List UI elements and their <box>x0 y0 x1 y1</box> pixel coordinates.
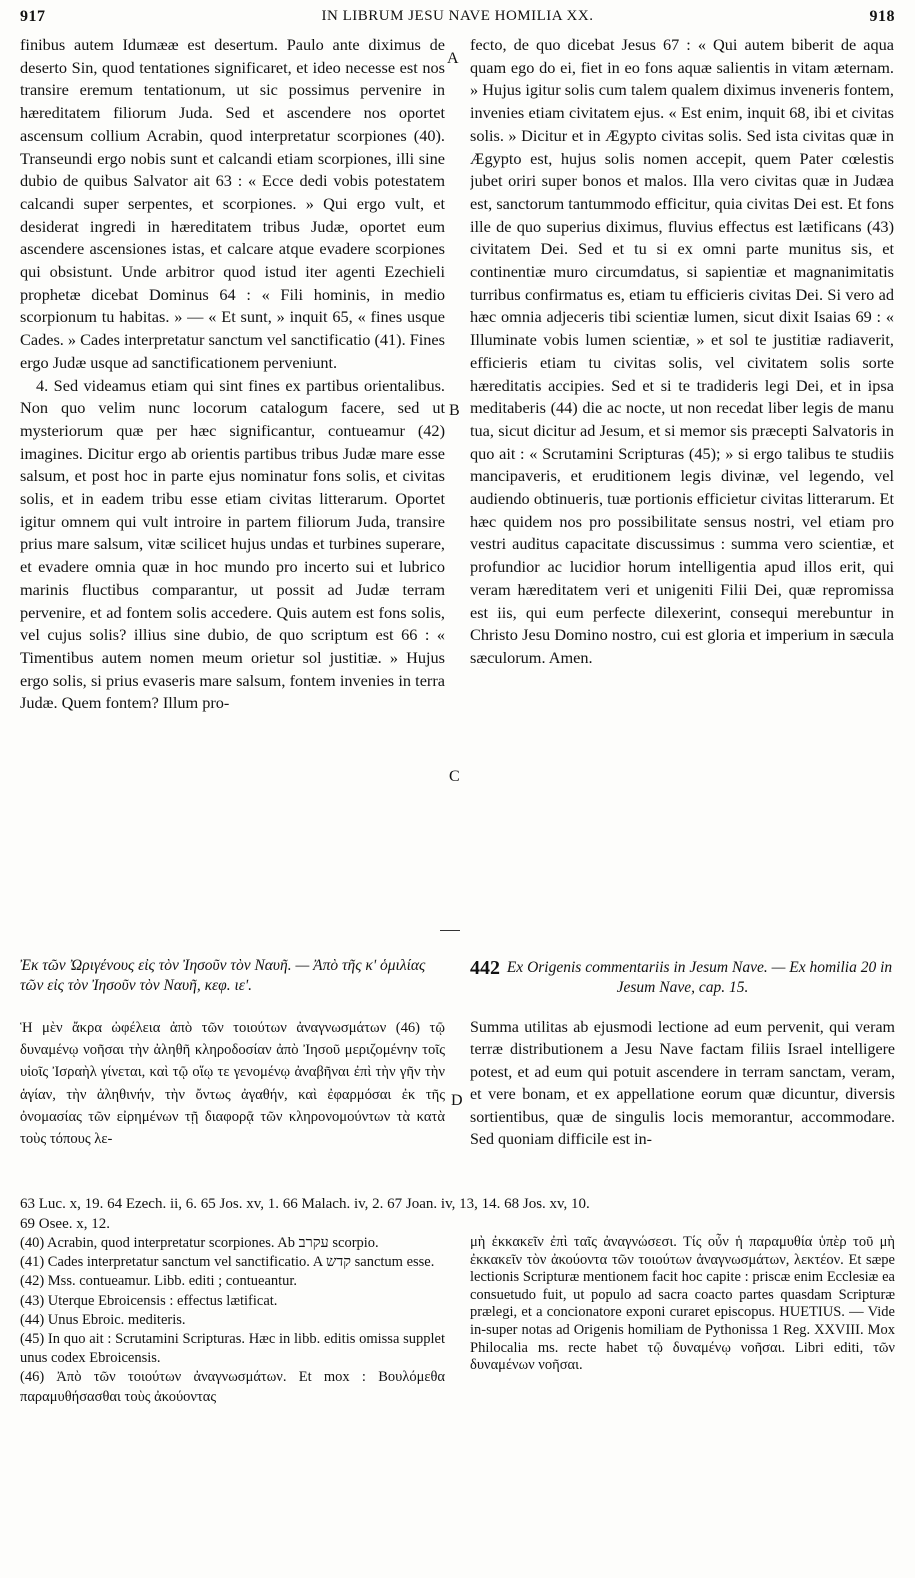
latin-catena-text: Summa utilitas ab ejusmodi lectione ad eum pervenit, qui veram terræ distributionem a Jesu Nave factam filiis Israel intelligere potest, et ad eum qui potuit ascendere in terram sanctam, veram, et vere bonam, et ex appellatione eorum quæ dicuntur, diversis sortientibus, quæ de singulis locis memorantur, accommodare. Sed quoniam difficile est in- <box>470 1019 895 1149</box>
running-header <box>20 2 895 30</box>
margin-letter-d: D <box>451 1092 463 1109</box>
note-46: (46) Ἀπὸ τῶν τοιούτων ἀναγνωσμάτων. Et mox : Βουλόμεθα παραμυθήσασθαι τοὺς ἀκούοντας <box>20 1369 445 1405</box>
scripture-refs-line-2: 69 Osee. x, 12. <box>20 1216 110 1232</box>
notes-right <box>470 1234 895 1375</box>
greek-catena-text: Ἡ μὲν ἄκρα ὠφέλεια ἀπὸ τῶν τοιούτων ἀναγνωσμάτων (46) τῷ δυναμένῳ νοῆσαι τὴν ἀληθῆ κληροδοσίαν ἀπὸ Ἰησοῦ μεριζομένην τοῖς υἱοῖς Ἰσραὴλ γίνεται, καὶ τῷ οἵῳ τε γενομένῳ ἀναβῆναι ἐπὶ τὴν γῆν τὴν ἁγίαν, τὴν ἀληθινήν, τὴν ὄντως ἀγαθήν, καὶ ἐφαρμόσαι ἐκ τῆς ὀνομασίας τῶν εἰρημένων τῇ διαφορᾷ τῶν κληρονομούντων τὰ κατὰ τοὺς τόπους λε- <box>20 1020 445 1148</box>
running-title: IN LIBRUM JESU NAVE HOMILIA XX. <box>321 8 594 24</box>
scripture-references <box>20 1195 895 1233</box>
margin-letter-b: B <box>449 402 460 419</box>
margin-letter-c: C <box>449 768 460 785</box>
scripture-refs-line-1: 63 Luc. x, 19. 64 Ezech. ii, 6. 65 Jos. xv, 1. 66 Malach. iv, 2. 67 Joan. iv, 13, 14. 68 Jos. xv, 10. <box>20 1196 590 1212</box>
note-44: (44) Unus Ebroic. mediteris. <box>20 1311 186 1328</box>
right-paragraph-1: fecto, de quo dicebat Jesus 67 : « Qui autem biberit de aqua quam ego do ei, fiet in eo fons aquæ salientis in vitam æternam. » Hujus igitur solis cum talem qualem diximus inveneris fontem, invenies etiam civitatem ejus. « Est enim, inquit 68, ibi et civitas solis. » Dicitur et in Ægypto civitas solis. Sed ista civitas quæ in Ægypto est, hujus solis nomen accepit, quem Pater cœlestis jubet oriri super bonos et malos. Illa vero civitas quæ in Judæa est, sanctorum tantummodo efficitur, quia civitas Dei est. Et fons ille de quo superius diximus, fluvius effectus est lætificans (43) civitatem Dei. Sed et tu si ex omni parte munitus sis, et continentiæ muro circumdatus, si sapientiæ et magnanimitatis turribus confirmatus es, etiam tu efficieris civitas Dei. Si vero ad hæc omnia adjeceris tibi scientiæ lumen, sicut dixit Isaias 69 : « Illuminate vobis lumen scientiæ, » et sol te justitiæ radiaverit, efficieris etiam tu civitas solis, vel civitatem solis sorte hæreditatis accipies. Sed et si te tradideris legi Dei, et in ipsa meditaberis (44) die ac nocte, ut non recedat liber legis de manu tua, sicut dicitur ad Jesum, et si memor sis præcepti Salvatoris in quo ait : « Scrutamini Scripturas (45); » si ergo talibus te studiis mancipaveris, et eruditionem legis divinæ, vel legendo, vel audiendo obtinueris, tuæ portionis efficietur civitas litterarum. Et hæc quidem nos pro possibilitate sensus nostri, vel etiam pro vestri auditus capacitate discussimus : summa vero scientiæ, et profundior ac lucidior horum intelligentia apud illos erit, qui veram hæreditatem veri et unigeniti Filii Dei, quæ repromissa est iis, qui eum perfecte dilexerint, consequi merebuntur in Christo Jesu Domino nostro, cui est gloria et imperium in sæcula sæculorum. Amen. <box>470 35 894 667</box>
note-41: (41) Cades interpretatur sanctum vel sanctificatio. A קדש sanctum esse. <box>20 1254 435 1271</box>
note-40: (40) Acrabin, quod interpretatur scorpiones. Ab עקרב scorpio. <box>20 1235 379 1251</box>
left-paragraph-1: finibus autem Idumææ est desertum. Paulo ante diximus de deserto Sin, quod tentationes significaret, et ideo necesse est nos transire eremum tentationum, ut sic possimus pervenire in hæreditatem filiorum Juda. Sed et ascendere nos oportet ascensum collium Acrabin, quod interpretatur scorpiones (40). Transeundi ergo nobis sunt et calcandi etiam scorpiones, illi sine dubio de quibus Salvator ait 63 : « Ecce dedi vobis potestatem calcandi super serpentes, et scorpiones. » Qui ergo vult, et desiderat ingredi in hæreditatem tribus Judæ, oportet eum ascendere ascensiones istas, et calcare atque evadere scorpiones qui obsistunt. Unde arbitror quod istud iter agenti Ezechieli prophetæ dicebat Dominus 64 : « Fili hominis, in medio scorpionum tu habitas. » — « Et sunt, » inquit 65, « fines usque Cades. » Cades interpretatur sanctum vel sanctificatio (41). Fines ergo Judæ usque ad sanctificationem perveniunt. <box>20 35 445 372</box>
note-43: (43) Uterque Ebroicensis : effectus lætificat. <box>20 1292 278 1309</box>
section-divider <box>440 930 460 931</box>
notes-left <box>20 1234 445 1407</box>
greek-catena-heading: Ἐκ τῶν Ὠριγένους εἰς τὸν Ἰησοῦν τὸν Ναυῆ. — Ἀπὸ τῆς κʹ ὁμιλίας τῶν εἰς τὸν Ἰησοῦν τὸν Ναυῆ, κεφ. ιεʹ. <box>20 957 426 994</box>
page-number-right: 918 <box>869 8 895 25</box>
left-paragraph-2: 4. Sed videamus etiam qui sint fines ex partibus orientalibus. Non quo velim nunc locorum catalogum facere, sed ut mysteriorum quæ per hæc significantur, contueamur (42) imagines. Dicitur ergo ab orientis partibus tribus Judæ mare esse salsum, et post hoc in parte ejus nominatur fons solis, et civitas solis, et in eadem tribu esse etiam civitas litterarum. Oportet igitur omnem qui vult introire in partem filiorum Juda, transire prius mare salsum, vitæ scilicet hujus undas et turbines superare, et evadere omnia quæ in hoc mundo pro incerto sui et lubrico marinis fluctibus comparantur, ut possit ad Judæ terram pervenire, et ad fontem solis accedere. Quis autem est fons solis, vel cujus solis? illius sine dubio, de quo scriptum est 66 : « Timentibus autem nomen meum orietur sol justitiæ. » Hujus ergo solis, si prius evaseris mare salsum, fontem invenies in terra Judæ. Quem fontem? Illum pro- <box>20 375 445 713</box>
page-number-left: 917 <box>20 8 46 25</box>
latin-heading-text: Ex Origenis commentariis in Jesum Nave. — Ex homilia 20 in Jesum Nave, cap. 15. <box>506 959 893 996</box>
note-42: (42) Mss. contueamur. Libb. editi ; contueantur. <box>20 1273 298 1290</box>
catena-number: 442 <box>470 957 500 979</box>
note-45: (45) In quo ait : Scrutamini Scripturas. Hæc in libb. editis omissa supplet unus codex Ebroicensis. <box>20 1331 445 1367</box>
left-column <box>20 34 445 715</box>
right-column <box>470 34 894 670</box>
latin-catena-heading <box>470 958 895 998</box>
margin-letter-a: A <box>447 50 459 67</box>
note-46-continued: μὴ ἐκκακεῖν ἐπὶ ταῖς ἀναγνώσεσι. Τίς οὖν ἡ παραμυθία ὑπὲρ τοῦ μὴ ἐκκακεῖν τὸν ἀκούοντα τῶν τοιούτων ἀναγνωσμάτων, λεκτέον. Et sæpe lectionis Scripturæ mentionem facit hoc capite : priscæ enim Ecclesiæ ea consuetudo fuit, ut populo ad sacra coacto partes quasdam Scripturæ prælegi, et a concionatore exponi curaret episcopus. HUETIUS. — Vide in-super notas ad Origenis homiliam de Pythonissa 1 Reg. XXVIII. Mox Philocalia ms. recte habet τῷ δυναμένῳ νοῆσαι. Libri editi, τῶν δυναμένων νοῆσαι. <box>470 1234 895 1374</box>
